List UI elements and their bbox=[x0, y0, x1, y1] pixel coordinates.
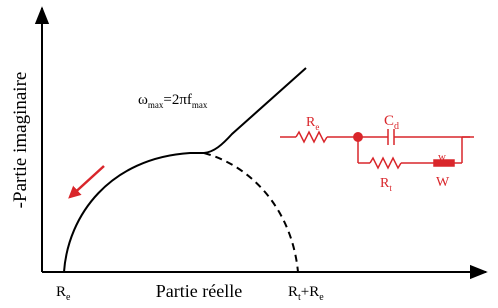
circuit-cd-label: $C_d$ bbox=[384, 113, 400, 132]
re-tick-label: $R_e$ bbox=[56, 284, 71, 303]
impedance-curve-dashed bbox=[204, 153, 298, 272]
circuit-rt-label: $R_t$ bbox=[380, 176, 392, 193]
circuit-re-label: $R_e$ bbox=[306, 115, 320, 132]
circuit-wo-label: $w_o$ bbox=[438, 151, 450, 165]
circuit-w-label: W bbox=[436, 175, 450, 190]
rt-resistor bbox=[370, 158, 401, 168]
x-axis-label: Partie réelle bbox=[155, 281, 243, 301]
y-axis-label: -Partie imaginaire bbox=[10, 71, 31, 209]
axes bbox=[42, 8, 486, 272]
rt-plus-re-tick-label: $R_t+R_e$ bbox=[288, 284, 324, 303]
warburg-line bbox=[204, 68, 306, 153]
omega-max-formula: $\omega_{max}=2\pi f_{max}$ bbox=[138, 92, 208, 110]
impedance-curve-solid bbox=[64, 153, 204, 272]
re-resistor bbox=[296, 132, 327, 142]
